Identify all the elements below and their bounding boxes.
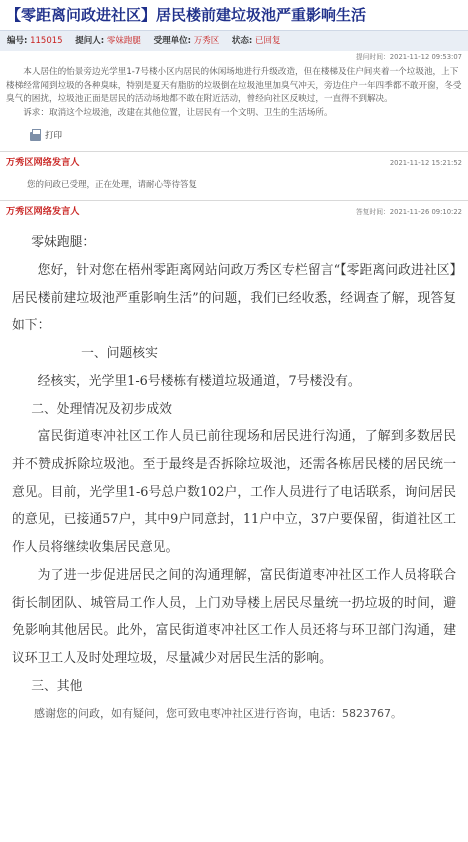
info-bar	[0, 30, 468, 51]
reply2-time: 答复时间：2021-11-26 09:10:22	[355, 208, 462, 217]
status-label: 状态:	[231, 36, 253, 46]
reply2-heading: 三、其他	[31, 678, 83, 694]
asker-value[interactable]: 零妹跑腿	[106, 36, 141, 46]
id-label: 编号:	[7, 36, 28, 46]
reply2-paragraph: 富民街道枣冲社区工作人员已前往现场和居民进行沟通，了解到多数居民并不赞成拆除垃圾池。至于最终是否拆除垃圾池，还需各栋居民楼的居民统一意见。目前，光学里1-6号总户数102户，工作人员进行了电话联系，询问居民的意见，已接通57户，其中9户同意封，11户中立，37户要保留，街道社区工作人员将继续收集居民意见。	[12, 429, 456, 556]
reply1-header	[0, 152, 468, 174]
print-label: 打印	[45, 131, 63, 142]
reply1-time: 2021-11-12 15:21:52	[389, 159, 462, 168]
reply2-paragraph: 经核实，光学里1-6号楼栋有楼道垃圾通道，7号楼没有。	[37, 373, 361, 389]
reply2-paragraph: 您好，针对您在梧州零距离网站问政万秀区专栏留言“【零距离问政进社区】居民楼前建垃圾池严重影响生活”的问题，我们已经收悉，经调查了解，现答复如下：	[12, 263, 456, 334]
reply2-paragraph: 为了进一步促进居民之间的沟通理解，富民街道枣冲社区工作人员将联合街长制团队、城管局工作人员，上门劝导楼上居民尽量统一扔垃圾的时间，避免影响其他居民。此外，富民街道枣冲社区工作人员还将与环卫部门沟通，建议环卫工人及时处理垃圾，尽量减少对居民生活的影响。	[12, 567, 456, 666]
question-text: 本人居住的怡景旁边光学里1-7号楼小区内居民的休闲场地进行升级改造，但在楼梯及住户间夹着一个垃圾池，上下楼梯经常闻到垃圾的各种臭味，特别是夏天有脂肪的垃圾倒在垃圾池里加臭气冲天，旁边住户一年四季都不敢开窗，冬受臭气的困扰，垃圾池正面是居民的活动场地都不敢在附近活动，曾经向社区反映过，一直得不到解决。	[6, 67, 462, 105]
asker-label: 提问人:	[75, 36, 105, 46]
reply2-heading: 一、问题核实	[81, 346, 158, 362]
question-time: 提问时间：2021-11-12 09:53:07	[355, 53, 462, 61]
reply1-author: 万秀区网络发言人	[6, 157, 80, 169]
id-value: 115015	[30, 36, 63, 46]
page-title: 【零距离问政进社区】居民楼前建垃圾池严重影响生活	[6, 6, 367, 24]
unit-label: 受理单位:	[153, 36, 191, 46]
reply2-body	[0, 223, 468, 728]
printer-icon	[30, 132, 41, 141]
reply2-greeting: 零妹跑腿：	[31, 235, 96, 251]
print-button[interactable]	[30, 129, 468, 143]
reply1-text: 您的问政已受理，正在处理，请耐心等待答复	[27, 180, 198, 191]
question-demand: 诉求：取消这个垃圾池，改建在其他位置，让居民有一个文明、卫生的生活场所。	[23, 107, 333, 118]
reply2-heading: 二、处理情况及初步成效	[31, 401, 172, 417]
question-body	[6, 66, 462, 120]
status-badge: 已回复	[255, 36, 281, 46]
reply2-author: 万秀区网络发言人	[6, 206, 80, 218]
reply2-header	[0, 201, 468, 223]
reply2-closing: 感谢您的问政，如有疑问，您可致电枣冲社区进行咨询，电话：5823767。	[34, 707, 402, 721]
unit-value[interactable]: 万秀区	[193, 36, 220, 46]
